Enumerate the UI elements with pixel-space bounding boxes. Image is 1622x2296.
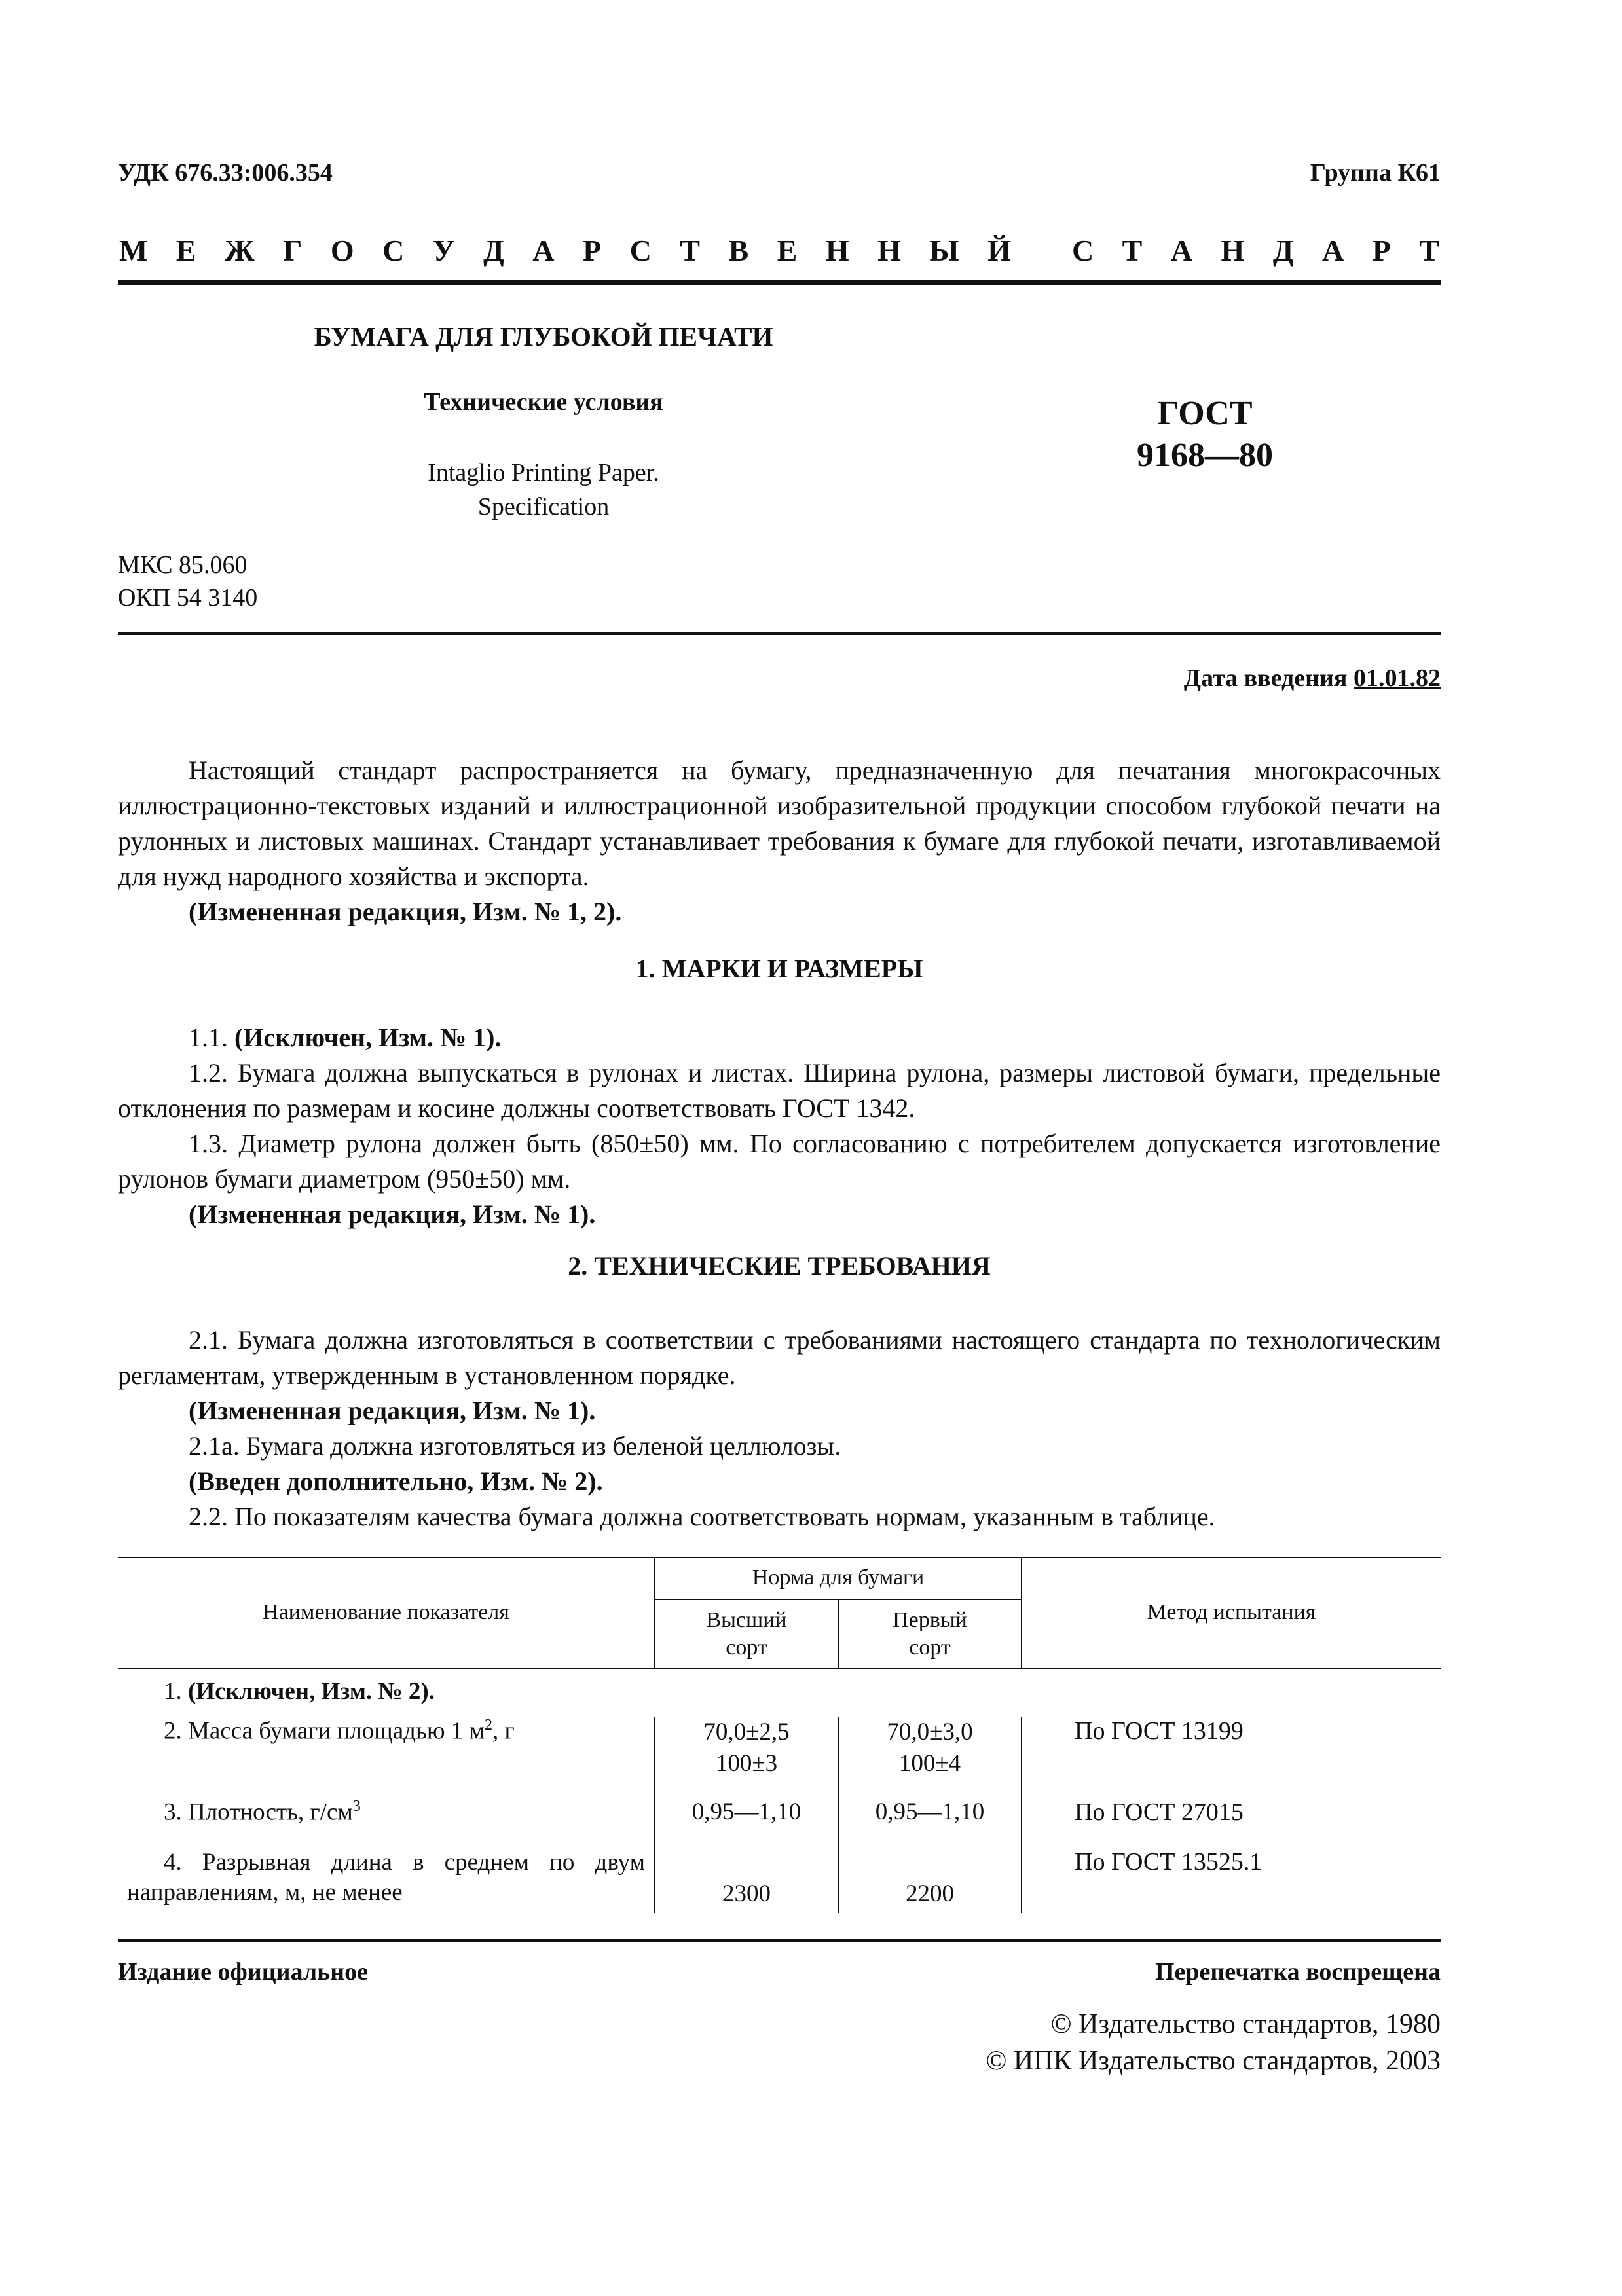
gost-number: 9168—80 xyxy=(1137,437,1273,474)
row-4-name-line-1: 4. Разрывная длина в среднем по двум xyxy=(164,1849,645,1876)
english-title-line-2: Specification xyxy=(477,493,610,520)
copyright-1980: © Издательство стандартов, 1980 xyxy=(1050,2009,1441,2039)
section-2-heading: 2. ТЕХНИЧЕСКИЕ ТРЕБОВАНИЯ xyxy=(568,1251,991,1281)
section-1-heading: 1. МАРКИ И РАЗМЕРЫ xyxy=(635,954,923,983)
clause-2-1: 2.1. Бумага должна изготовляться в соответствии с требованиями настоящего стандарта по технологическим регламентам, утвержденным в установленном порядке. xyxy=(118,1325,1441,1390)
row-2-top-grade xyxy=(655,1717,838,1798)
row-2-unit: , г xyxy=(492,1717,515,1745)
okp-code: ОКП 54 3140 xyxy=(118,584,258,611)
section-1-body xyxy=(118,1020,1441,1232)
english-title xyxy=(275,456,812,524)
row-3-method: По ГОСТ 27015 xyxy=(1075,1798,1244,1826)
header-first-grade xyxy=(838,1599,1022,1669)
banner-interstate: М Е Ж Г О С У Д А Р С Т В Е Н Н Ы Й xyxy=(119,234,1012,267)
copyright-2003: © ИПК Издательство стандартов, 2003 xyxy=(986,2046,1441,2076)
row-4-first-grade: 2200 xyxy=(838,1848,1022,1913)
banner-rule xyxy=(118,280,1441,285)
effective-date-label: Дата введения xyxy=(1183,665,1348,692)
intro-paragraph: Настоящий стандарт распространяется на бумагу, предназначенную для печатания многокрасочных иллюстрационно-текстовых изданий и иллюстрационной изобразительной продукции способом глубокой печати на рулонных и листовых машинах. Стандарт устанавливает требования к бумаге для глубокой печати, изготавливаемой для нужд народного хозяйства и экспорта. xyxy=(118,756,1441,891)
table-row xyxy=(118,1848,1441,1913)
document-subtitle: Технические условия xyxy=(424,388,663,416)
row-4-name xyxy=(118,1848,655,1913)
header-indicator-name: Наименование показателя xyxy=(118,1557,655,1669)
clause-1-1-excluded: (Исключен, Изм. № 1). xyxy=(234,1023,502,1052)
row-2-sup: 2 xyxy=(484,1717,492,1734)
clause-2-1a: 2.1а. Бумага должна изготовляться из беленой целлюлозы. xyxy=(189,1431,841,1461)
section-1-amendment: (Измененная редакция, Изм. № 1). xyxy=(189,1199,596,1229)
clause-2-1-amendment: (Измененная редакция, Изм. № 1). xyxy=(189,1396,596,1425)
row-2-name xyxy=(118,1717,655,1798)
row-2-first-grade xyxy=(838,1717,1022,1798)
row-2-first-grade-b: 100±4 xyxy=(898,1750,961,1777)
row-3-top-grade: 0,95—1,10 xyxy=(655,1798,838,1848)
copyright-block xyxy=(986,2006,1441,2079)
row-1-number: 1. xyxy=(164,1678,182,1705)
row-2-top-grade-b: 100±3 xyxy=(715,1750,778,1777)
row-1-cell xyxy=(118,1669,1441,1717)
quality-table xyxy=(118,1557,1441,1913)
intro-amendment: (Измененная редакция, Изм. № 1, 2). xyxy=(189,897,622,926)
row-3-first-grade: 0,95—1,10 xyxy=(838,1798,1022,1848)
row-3-sup: 3 xyxy=(352,1798,361,1815)
clause-2-2: 2.2. По показателям качества бумага должна соответствовать нормам, указанным в таблице. xyxy=(189,1502,1215,1531)
row-4-top-grade: 2300 xyxy=(655,1848,838,1913)
table-row xyxy=(118,1798,1441,1848)
section-2-body xyxy=(118,1322,1441,1535)
udk-code: УДК 676.33:006.354 xyxy=(118,159,333,187)
effective-date-value: 01.01.82 xyxy=(1354,665,1441,692)
effective-date xyxy=(1184,664,1441,693)
intro-block xyxy=(118,753,1441,930)
header-norm: Норма для бумаги xyxy=(655,1557,1022,1599)
row-2-name-text: 2. Масса бумаги площадью 1 м xyxy=(164,1717,485,1745)
official-edition: Издание официальное xyxy=(118,1958,369,1986)
gost-designation xyxy=(1074,393,1336,477)
reprint-prohibited: Перепечатка воспрещена xyxy=(1154,1958,1441,1986)
gost-label: ГОСТ xyxy=(1157,395,1253,432)
row-1-excluded: (Исключен, Изм. № 2). xyxy=(188,1678,435,1705)
clause-2-1a-amendment: (Введен дополнительно, Изм. № 2). xyxy=(189,1467,603,1496)
group-code: Группа К61 xyxy=(1310,159,1441,187)
clause-1-1 xyxy=(118,1020,1441,1055)
header-test-method: Метод испытания xyxy=(1022,1557,1441,1669)
header-first-grade-line-1: Первый xyxy=(893,1608,967,1632)
clause-1-3: 1.3. Диаметр рулона должен быть (850±50) мм. По согласованию с потребителем допускается изготовление рулонов бумаги диаметром (950±50) мм. xyxy=(118,1129,1441,1194)
table-row xyxy=(118,1669,1441,1717)
table-header-row xyxy=(118,1557,1441,1599)
clause-1-1-number: 1.1. xyxy=(189,1023,228,1052)
clause-1-2: 1.2. Бумага должна выпускаться в рулонах и листах. Ширина рулона, размеры листовой бумаги, предельные отклонения по размерам и косине должны соответствовать ГОСТ 1342. xyxy=(118,1058,1441,1123)
row-3-name-text: 3. Плотность, г/см xyxy=(164,1798,353,1826)
document-title: БУМАГА ДЛЯ ГЛУБОКОЙ ПЕЧАТИ xyxy=(314,321,773,352)
row-4-method: По ГОСТ 13525.1 xyxy=(1075,1848,1263,1876)
english-title-line-1: Intaglio Printing Paper. xyxy=(428,459,659,486)
row-2-top-grade-a: 70,0±2,5 xyxy=(703,1719,790,1745)
table-row xyxy=(118,1717,1441,1798)
title-rule xyxy=(118,632,1441,635)
row-2-first-grade-a: 70,0±3,0 xyxy=(887,1719,973,1745)
footer-rule xyxy=(118,1939,1441,1942)
classification-codes xyxy=(118,549,257,614)
header-top-grade-line-2: сорт xyxy=(726,1635,767,1660)
header-first-grade-line-2: сорт xyxy=(909,1635,951,1660)
row-4-name-line-2: направлениям, м, не менее xyxy=(127,1879,403,1906)
row-2-method: По ГОСТ 13199 xyxy=(1075,1717,1244,1745)
banner-standard: С Т А Н Д А Р Т xyxy=(1071,234,1441,267)
mks-code: МКС 85.060 xyxy=(118,551,248,579)
header-top-grade-line-1: Высший xyxy=(706,1608,787,1632)
row-3-name xyxy=(118,1798,655,1848)
header-top-grade xyxy=(655,1599,838,1669)
